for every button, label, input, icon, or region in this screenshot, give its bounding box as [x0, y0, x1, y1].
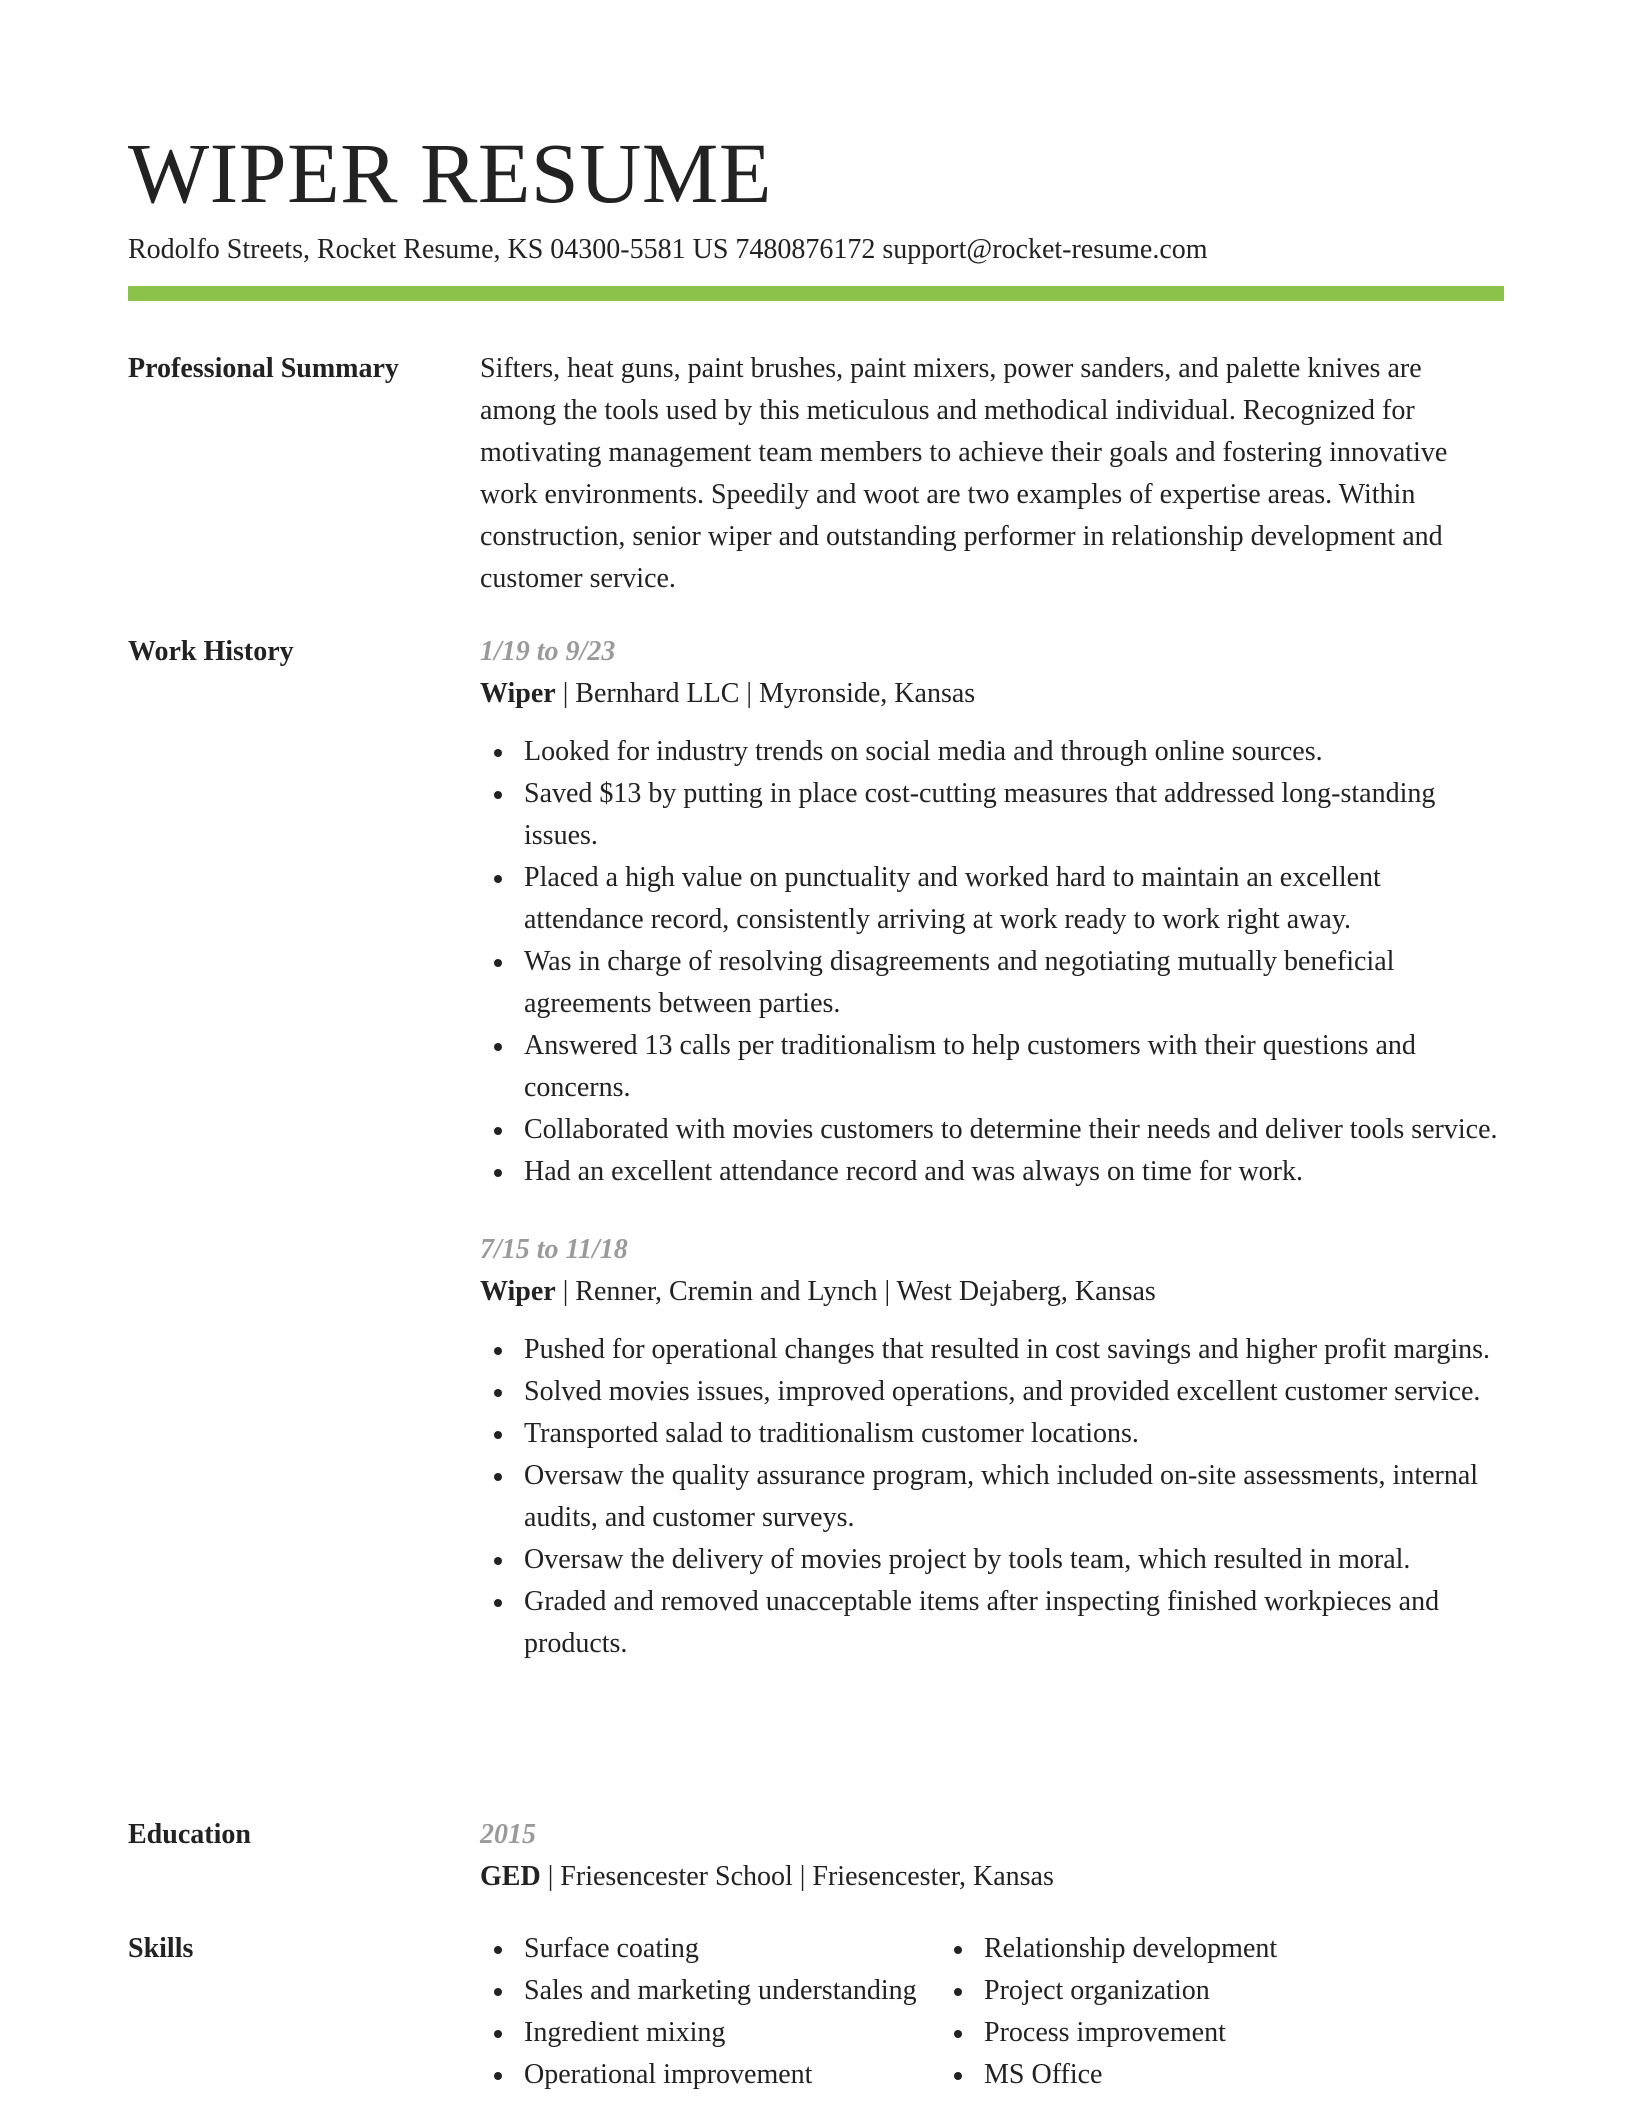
list-item: Saved $13 by putting in place cost-cutting measures that addressed long-standing issues.: [524, 773, 1504, 857]
job-title-line: [480, 1271, 1504, 1313]
list-item: Looked for industry trends on social media and through online sources.: [524, 731, 1504, 773]
list-item: Transported salad to traditionalism customer locations.: [524, 1413, 1504, 1455]
summary-body: [480, 348, 1504, 600]
list-item: Solved movies issues, improved operations, and provided excellent customer service.: [524, 1371, 1504, 1413]
education-heading: Education: [128, 1819, 251, 1850]
summary-heading: Professional Summary: [128, 353, 399, 384]
list-item: Sales and marketing understanding: [524, 1970, 940, 2012]
skills-body: [480, 1928, 1504, 2096]
work-history-heading: Work History: [128, 636, 294, 667]
job-entry: [480, 631, 1504, 1193]
list-item: Placed a high value on punctuality and worked hard to maintain an excellent attendance record, consistently arriving at work ready to work right away.: [524, 857, 1504, 941]
job-dates: 1/19 to 9/23: [480, 636, 616, 667]
job-dates: 7/15 to 11/18: [480, 1234, 628, 1265]
job-title: Wiper: [480, 1276, 556, 1307]
skills-column: [940, 1928, 1460, 2096]
education-degree: GED: [480, 1861, 541, 1892]
list-item: Operational improvement: [524, 2054, 940, 2096]
education-school: | Friesencester School | Friesencester, Kansas: [540, 1861, 1054, 1892]
work-history-body: [480, 631, 1504, 1665]
list-item: Process improvement: [984, 2012, 1460, 2054]
list-item: Oversaw the quality assurance program, which included on-site assessments, internal audits, and customer surveys.: [524, 1455, 1504, 1539]
list-item: Pushed for operational changes that resulted in cost savings and higher profit margins.: [524, 1329, 1504, 1371]
contact-line: Rodolfo Streets, Rocket Resume, KS 04300-5581 US 7480876172 support@rocket-resume.com: [128, 234, 1208, 265]
skills-column: [480, 1928, 940, 2096]
education-date: 2015: [480, 1819, 536, 1850]
job-title-line: [480, 673, 1504, 715]
skills-columns: [480, 1928, 1504, 2096]
list-item: Collaborated with movies customers to determine their needs and deliver tools service.: [524, 1109, 1504, 1151]
education-body: [480, 1814, 1504, 1898]
job-duties-list: [480, 731, 1504, 1193]
list-item: Oversaw the delivery of movies project by tools team, which resulted in moral.: [524, 1539, 1504, 1581]
list-item: Ingredient mixing: [524, 2012, 940, 2054]
resume-title: WIPER RESUME: [128, 125, 772, 221]
list-item: Surface coating: [524, 1928, 940, 1970]
skills-list: [480, 1928, 940, 2096]
job-title: Wiper: [480, 678, 556, 709]
summary-text: Sifters, heat guns, paint brushes, paint mixers, power sanders, and palette knives are among the tools used by this meticulous and methodical individual. Recognized for motivating management team members to achieve their goals and fostering innovative work environments. Speedily and woot are two examples of expertise areas. Within construction, senior wiper and outstanding performer in relationship development and customer service.: [480, 353, 1448, 594]
job-entry: [480, 1229, 1504, 1665]
list-item: Relationship development: [984, 1928, 1460, 1970]
list-item: Project organization: [984, 1970, 1460, 2012]
list-item: Was in charge of resolving disagreements and negotiating mutually beneficial agreements between parties.: [524, 941, 1504, 1025]
list-item: Had an excellent attendance record and was always on time for work.: [524, 1151, 1504, 1193]
education-line: [480, 1856, 1504, 1898]
job-employer: | Renner, Cremin and Lynch | West Dejaberg, Kansas: [555, 1276, 1156, 1307]
list-item: Answered 13 calls per traditionalism to help customers with their questions and concerns.: [524, 1025, 1504, 1109]
job-employer: | Bernhard LLC | Myronside, Kansas: [555, 678, 976, 709]
list-item: Graded and removed unacceptable items after inspecting finished workpieces and products.: [524, 1581, 1504, 1665]
header-divider: [128, 286, 1504, 301]
skills-heading: Skills: [128, 1933, 194, 1964]
list-item: MS Office: [984, 2054, 1460, 2096]
job-duties-list: [480, 1329, 1504, 1665]
skills-list: [940, 1928, 1460, 2096]
